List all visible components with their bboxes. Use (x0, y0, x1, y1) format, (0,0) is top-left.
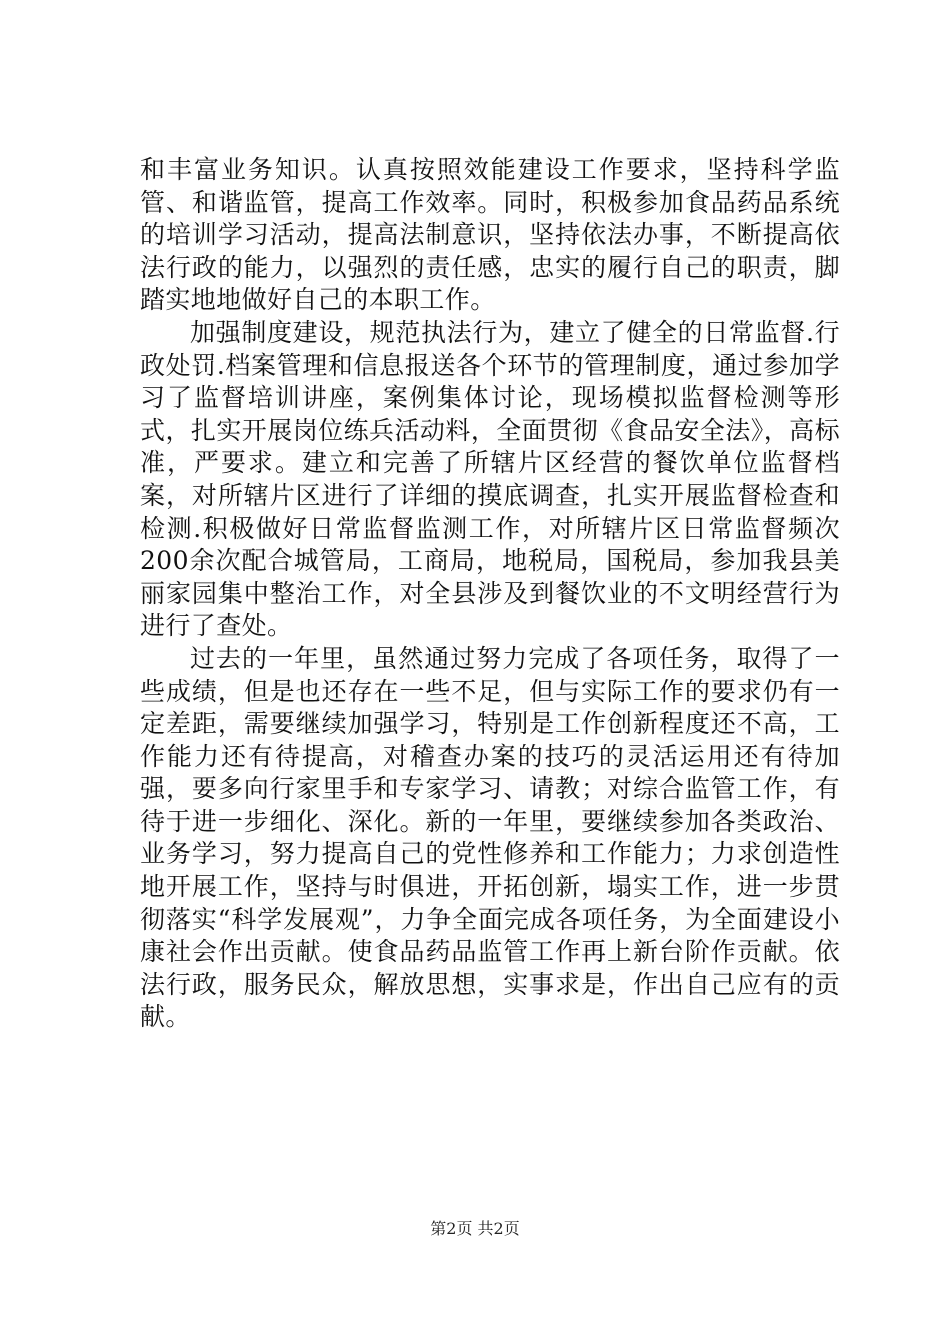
page-number-footer: 第2页 共2页 (430, 1219, 520, 1238)
paragraph-continuation: 和丰富业务知识。认真按照效能建设工作要求，坚持科学监管、和谐监管，提高工作效率。同时，积极参加食品药品系统的培训学习活动，提高法制意识，坚持依法办事，不断提高依法行政的能力，以强烈的责任感，忠实的履行自己的职责，脚踏实地地做好自己的本职工作。 (140, 155, 840, 315)
document-body (140, 154, 840, 1034)
paragraph-institution-building: 加强制度建设，规范执法行为，建立了健全的日常监督.行政处罚.档案管理和信息报送各个环节的管理制度，通过参加学习了监督培训讲座，案例集体讨论，现场模拟监督检测等形式，扎实开展岗位练兵活动料，全面贯彻《食品安全法》，高标准，严要求。建立和完善了所辖片区经营的餐饮单位监督档案，对所辖片区进行了详细的摸底调查，扎实开展监督检查和检测.积极做好日常监督监测工作，对所辖片区日常监督频次200余次配合城管局，工商局，地税局，国税局，参加我县美丽家园集中整治工作，对全县涉及到餐饮业的不文明经营行为进行了查处。 (140, 317, 840, 641)
paragraph-past-year-summary: 过去的一年里，虽然通过努力完成了各项任务，取得了一些成绩，但是也还存在一些不足，但与实际工作的要求仍有一定差距，需要继续加强学习，特别是工作创新程度还不高，工作能力还有待提高，对稽查办案的技巧的灵活运用还有待加强，要多向行家里手和专家学习、请教；对综合监管工作，有待于进一步细化、深化。新的一年里，要继续参加各类政治、业务学习，努力提高自己的党性修养和工作能力；力求创造性地开展工作，坚持与时俱进，开拓创新，塌实工作，进一步贯彻落实“科学发展观”，力争全面完成各项任务，为全面建设小康社会作出贡献。使食品药品监管工作再上新台阶作贡献。依法行政，服务民众，解放思想，实事求是，作出自己应有的贡献。 (140, 643, 840, 1032)
